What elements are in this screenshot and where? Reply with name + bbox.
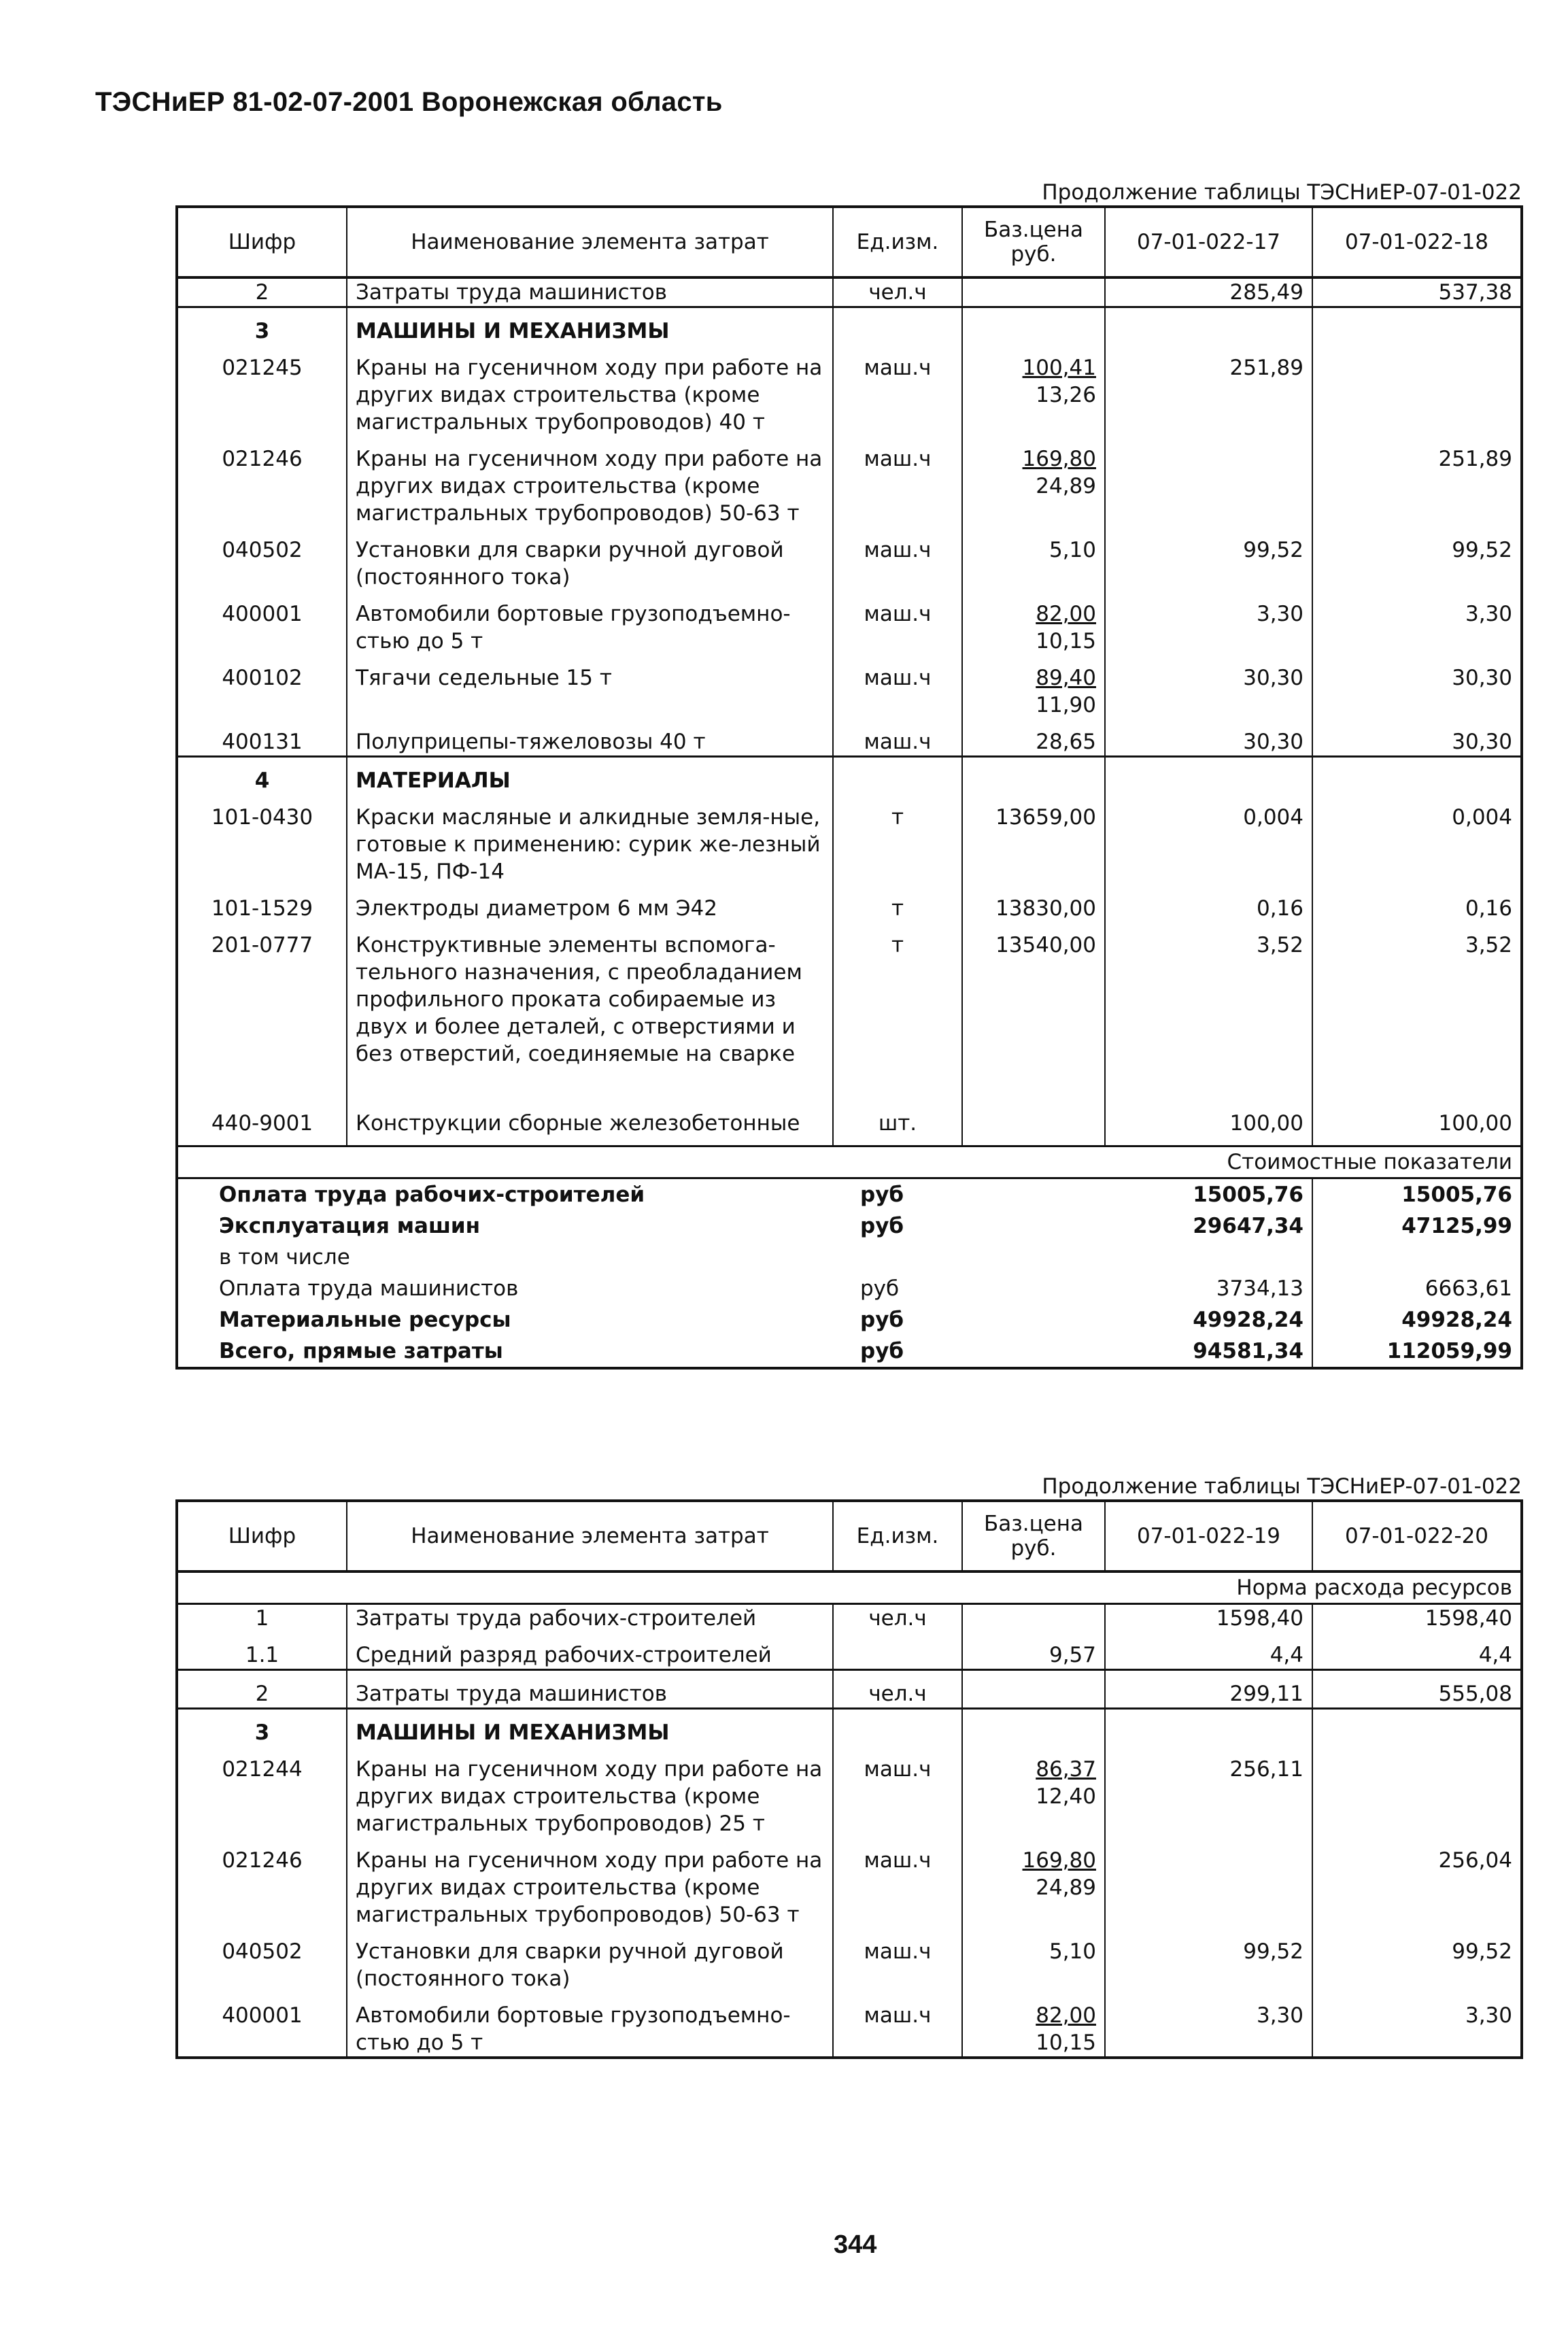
summary-empty xyxy=(962,1210,1105,1242)
row-norm-2: 3,30 xyxy=(1465,602,1512,626)
row-code: 2 xyxy=(177,277,347,307)
row-price xyxy=(962,794,1105,885)
table-row xyxy=(177,307,1522,345)
row-norm-1: 285,49 xyxy=(1105,277,1312,307)
row-unit: чел.ч xyxy=(833,277,962,307)
row-unit xyxy=(833,307,962,345)
base-price-wages: 11,90 xyxy=(1036,693,1096,717)
summary-label: Материальные ресурсы xyxy=(219,1308,511,1332)
summary-value-1: 15005,76 xyxy=(1105,1178,1312,1211)
row-name: Полуприцепы-тяжеловозы 40 т xyxy=(347,719,833,757)
summary-label: Оплата труда машинистов xyxy=(219,1276,519,1301)
resource-table-2 xyxy=(175,1499,1523,2059)
base-price: 9,57 xyxy=(1049,1643,1096,1667)
summary-label: Эксплуатация машин xyxy=(219,1214,481,1238)
row-norm-1: 3,30 xyxy=(1105,1992,1312,2058)
row-price xyxy=(962,655,1105,719)
row-norm-2: 4,4 xyxy=(1478,1643,1512,1667)
row-price xyxy=(962,1992,1105,2058)
base-price: 13830,00 xyxy=(995,896,1096,921)
summary-empty xyxy=(962,1336,1105,1368)
base-price: 100,41 xyxy=(1022,356,1096,380)
row-name: Затраты труда машинистов xyxy=(347,277,833,307)
row-norm-2: 256,04 xyxy=(1438,1848,1512,1873)
document-title: ТЭСНиЕР 81-02-07-2001 Воронежская область xyxy=(95,87,723,117)
table-row xyxy=(177,345,1522,436)
table-row xyxy=(177,655,1522,719)
row-code: 201-0777 xyxy=(177,922,347,1076)
col-header-norm-2: 07-01-022-18 xyxy=(1312,207,1522,277)
norm-title-row xyxy=(177,1571,1522,1604)
row-norm-2 xyxy=(1312,1709,1522,1747)
base-price-wages: 24,89 xyxy=(1036,474,1096,498)
row-norm-2: 555,08 xyxy=(1312,1670,1522,1709)
row-unit: чел.ч xyxy=(833,1670,962,1709)
base-price-wages: 10,15 xyxy=(1036,629,1096,653)
norm-title: Норма расхода ресурсов xyxy=(177,1571,1522,1604)
row-norm-1: 99,52 xyxy=(1105,1928,1312,1992)
row-price xyxy=(962,436,1105,527)
row-norm-1 xyxy=(1105,1837,1312,1928)
base-price: 82,00 xyxy=(1036,2003,1096,2028)
row-unit: маш.ч xyxy=(833,345,962,436)
row-norm-2: 99,52 xyxy=(1452,1939,1512,1964)
col-header-name: Наименование элемента затрат xyxy=(347,207,833,277)
table2-caption: Продолжение таблицы ТЭСНиЕР-07-01-022 xyxy=(1042,1474,1522,1499)
col-header-unit: Ед.изм. xyxy=(833,207,962,277)
summary-value-2: 112059,99 xyxy=(1386,1339,1512,1363)
summary-label: в том числе xyxy=(219,1245,350,1270)
row-name: Средний разряд рабочих-строителей xyxy=(347,1632,833,1670)
row-norm-2 xyxy=(1312,345,1522,436)
summary-label: Всего, прямые затраты xyxy=(219,1339,503,1363)
row-norm-2: 30,30 xyxy=(1452,666,1512,690)
base-price: 169,80 xyxy=(1022,447,1096,471)
row-price xyxy=(962,719,1105,757)
row-norm-2: 1598,40 xyxy=(1425,1606,1512,1631)
table1-caption: Продолжение таблицы ТЭСНиЕР-07-01-022 xyxy=(1042,180,1522,205)
row-norm-1: 30,30 xyxy=(1105,719,1312,757)
base-price: 89,40 xyxy=(1036,666,1096,690)
row-price xyxy=(962,1604,1105,1633)
summary-row xyxy=(177,1336,1522,1368)
cost-title-row xyxy=(177,1146,1522,1178)
row-code: 3 xyxy=(177,1709,347,1747)
col-header-price: Баз.цена руб. xyxy=(962,207,1105,277)
row-unit: т xyxy=(833,885,962,922)
summary-unit: руб xyxy=(860,1276,900,1301)
row-name: Конструктивные элементы вспомога-тельного назначения, с преобладанием профильного проката собираемые из двух и более деталей, с отверстиями и без отверстий, соединяемые на сварке xyxy=(347,922,833,1076)
cost-indicators-title: Стоимостные показатели xyxy=(177,1146,1522,1178)
row-price xyxy=(962,1632,1105,1670)
row-name: Установки для сварки ручной дуговой (постоянного тока) xyxy=(347,1928,833,1992)
row-name: Краны на гусеничном ходу при работе на других видах строительства (кроме магистральных трубопроводов) 40 т xyxy=(347,345,833,436)
table-row xyxy=(177,757,1522,795)
row-unit: шт. xyxy=(833,1076,962,1146)
row-code: 440-9001 xyxy=(177,1076,347,1146)
row-price xyxy=(962,922,1105,1076)
summary-unit: руб xyxy=(860,1339,904,1363)
row-code: 040502 xyxy=(177,1928,347,1992)
row-norm-1: 1598,40 xyxy=(1105,1604,1312,1633)
base-price: 86,37 xyxy=(1036,1757,1096,1782)
row-price xyxy=(962,1928,1105,1992)
base-price-wages: 13,26 xyxy=(1036,383,1096,407)
col-header-name: Наименование элемента затрат xyxy=(347,1501,833,1571)
base-price: 28,65 xyxy=(1036,730,1096,754)
row-unit: маш.ч xyxy=(833,527,962,591)
row-norm-2 xyxy=(1312,307,1522,345)
summary-label: Оплата труда рабочих-строителей xyxy=(177,1178,833,1211)
table-row xyxy=(177,436,1522,527)
summary-empty xyxy=(962,1242,1105,1273)
col-header-unit: Ед.изм. xyxy=(833,1501,962,1571)
row-name: МАШИНЫ И МЕХАНИЗМЫ xyxy=(347,1709,833,1747)
summary-value-2: 15005,76 xyxy=(1312,1178,1522,1211)
row-norm-1: 3,52 xyxy=(1105,922,1312,1076)
col-header-norm-1: 07-01-022-17 xyxy=(1105,207,1312,277)
row-norm-1: 299,11 xyxy=(1105,1670,1312,1709)
table-row xyxy=(177,1992,1522,2058)
row-norm-1: 3,30 xyxy=(1105,591,1312,655)
row-norm-2: 3,52 xyxy=(1465,933,1512,957)
table-row xyxy=(177,591,1522,655)
table-row xyxy=(177,922,1522,1076)
row-unit xyxy=(833,757,962,795)
summary-unit: руб xyxy=(860,1308,904,1332)
row-norm-2: 100,00 xyxy=(1438,1111,1512,1136)
row-unit: маш.ч xyxy=(833,1928,962,1992)
summary-value-2 xyxy=(1312,1242,1522,1273)
row-code: 021246 xyxy=(177,436,347,527)
table-row xyxy=(177,1709,1522,1747)
table-row xyxy=(177,1076,1522,1146)
row-norm-1: 30,30 xyxy=(1105,655,1312,719)
row-price xyxy=(962,1076,1105,1146)
row-name: Тягачи седельные 15 т xyxy=(347,655,833,719)
page-number: 344 xyxy=(834,2230,877,2259)
row-price xyxy=(962,757,1105,795)
row-price xyxy=(962,1837,1105,1928)
table-row xyxy=(177,1837,1522,1928)
row-name: Краны на гусеничном ходу при работе на других видах строительства (кроме магистральных трубопроводов) 50-63 т xyxy=(347,1837,833,1928)
col-header-code: Шифр xyxy=(177,207,347,277)
row-price xyxy=(962,1746,1105,1837)
table-row xyxy=(177,527,1522,591)
row-unit xyxy=(833,1709,962,1747)
summary-empty xyxy=(962,1273,1105,1304)
row-norm-1 xyxy=(1105,757,1312,795)
row-unit: т xyxy=(833,922,962,1076)
table-row xyxy=(177,1604,1522,1633)
table-row xyxy=(177,794,1522,885)
row-price xyxy=(962,885,1105,922)
summary-value-1: 94581,34 xyxy=(1105,1336,1312,1368)
row-code: 021246 xyxy=(177,1837,347,1928)
summary-row xyxy=(177,1178,1522,1211)
row-name: МАТЕРИАЛЫ xyxy=(347,757,833,795)
base-price-wages: 12,40 xyxy=(1036,1784,1096,1809)
row-name: Электроды диаметром 6 мм Э42 xyxy=(347,885,833,922)
summary-unit: руб xyxy=(860,1214,904,1238)
row-name: Краны на гусеничном ходу при работе на других видах строительства (кроме магистральных трубопроводов) 50-63 т xyxy=(347,436,833,527)
row-unit: маш.ч xyxy=(833,1837,962,1928)
summary-unit xyxy=(833,1242,962,1273)
row-code: 021245 xyxy=(177,345,347,436)
table-row xyxy=(177,719,1522,757)
base-price-wages: 24,89 xyxy=(1036,1875,1096,1900)
base-price-wages: 10,15 xyxy=(1036,2030,1096,2055)
row-norm-1: 100,00 xyxy=(1105,1076,1312,1146)
summary-row xyxy=(177,1273,1522,1304)
summary-unit: руб xyxy=(833,1178,962,1211)
table2-header-row xyxy=(177,1501,1522,1571)
row-price xyxy=(962,345,1105,436)
row-unit: маш.ч xyxy=(833,1992,962,2058)
row-price xyxy=(962,307,1105,345)
table-row xyxy=(177,885,1522,922)
base-price: 82,00 xyxy=(1036,602,1096,626)
row-code: 4 xyxy=(177,757,347,795)
base-price: 13659,00 xyxy=(995,805,1096,830)
summary-empty xyxy=(962,1178,1105,1211)
row-name: Краны на гусеничном ходу при работе на других видах строительства (кроме магистральных трубопроводов) 25 т xyxy=(347,1746,833,1837)
row-code: 400001 xyxy=(177,591,347,655)
row-norm-1 xyxy=(1105,307,1312,345)
row-name: МАШИНЫ И МЕХАНИЗМЫ xyxy=(347,307,833,345)
row-norm-2: 99,52 xyxy=(1452,538,1512,562)
row-norm-1: 0,004 xyxy=(1105,794,1312,885)
table-row xyxy=(177,1746,1522,1837)
row-unit xyxy=(833,1632,962,1670)
row-code: 101-1529 xyxy=(177,885,347,922)
row-norm-1: 4,4 xyxy=(1105,1632,1312,1670)
row-code: 021244 xyxy=(177,1746,347,1837)
row-unit: маш.ч xyxy=(833,1746,962,1837)
row-name: Автомобили бортовые грузоподъемно-стью до 5 т xyxy=(347,591,833,655)
row-norm-1: 251,89 xyxy=(1105,345,1312,436)
col-header-code: Шифр xyxy=(177,1501,347,1571)
base-price: 5,10 xyxy=(1049,538,1096,562)
row-price xyxy=(962,277,1105,307)
row-price xyxy=(962,1670,1105,1709)
col-header-norm-2: 07-01-022-20 xyxy=(1312,1501,1522,1571)
row-norm-1: 99,52 xyxy=(1105,527,1312,591)
row-unit: маш.ч xyxy=(833,655,962,719)
row-unit: т xyxy=(833,794,962,885)
row-norm-2: 0,004 xyxy=(1452,805,1512,830)
row-norm-2: 251,89 xyxy=(1438,447,1512,471)
row-norm-2: 0,16 xyxy=(1465,896,1512,921)
row-norm-2: 30,30 xyxy=(1452,730,1512,754)
row-name: Установки для сварки ручной дуговой (постоянного тока) xyxy=(347,527,833,591)
summary-row xyxy=(177,1210,1522,1242)
col-header-price: Баз.цена руб. xyxy=(962,1501,1105,1571)
resource-table-1 xyxy=(175,205,1523,1370)
table-row xyxy=(177,1632,1522,1670)
row-unit: чел.ч xyxy=(833,1604,962,1633)
row-norm-2: 3,30 xyxy=(1465,2003,1512,2028)
row-code: 1.1 xyxy=(177,1632,347,1670)
summary-value-1: 29647,34 xyxy=(1105,1210,1312,1242)
row-price xyxy=(962,1709,1105,1747)
row-code: 3 xyxy=(177,307,347,345)
row-code: 101-0430 xyxy=(177,794,347,885)
row-norm-1: 256,11 xyxy=(1105,1746,1312,1837)
row-unit: маш.ч xyxy=(833,719,962,757)
summary-value-1 xyxy=(1105,1242,1312,1273)
row-name: Краски масляные и алкидные земля-ные, готовые к применению: сурик же-лезный МА-15, ПФ-14 xyxy=(347,794,833,885)
summary-value-1: 3734,13 xyxy=(1105,1273,1312,1304)
row-name: Автомобили бортовые грузоподъемно-стью до 5 т xyxy=(347,1992,833,2058)
base-price: 169,80 xyxy=(1022,1848,1096,1873)
summary-empty xyxy=(962,1304,1105,1336)
row-unit: маш.ч xyxy=(833,436,962,527)
row-name: Конструкции сборные железобетонные xyxy=(347,1076,833,1146)
row-price xyxy=(962,527,1105,591)
row-norm-2 xyxy=(1312,1746,1522,1837)
col-header-norm-1: 07-01-022-19 xyxy=(1105,1501,1312,1571)
row-code: 2 xyxy=(177,1670,347,1709)
base-price: 5,10 xyxy=(1049,1939,1096,1964)
table-row xyxy=(177,1928,1522,1992)
row-name: Затраты труда рабочих-строителей xyxy=(347,1604,833,1633)
table-row xyxy=(177,1670,1522,1709)
row-price xyxy=(962,591,1105,655)
table1-header-row xyxy=(177,207,1522,277)
row-norm-2: 537,38 xyxy=(1438,280,1512,305)
summary-value-2: 47125,99 xyxy=(1401,1214,1512,1238)
row-unit: маш.ч xyxy=(833,591,962,655)
row-norm-2 xyxy=(1312,757,1522,795)
summary-value-2: 49928,24 xyxy=(1401,1308,1512,1332)
base-price: 13540,00 xyxy=(995,933,1096,957)
row-code: 040502 xyxy=(177,527,347,591)
row-code: 1 xyxy=(177,1604,347,1633)
row-name: Затраты труда машинистов xyxy=(347,1670,833,1709)
summary-row xyxy=(177,1304,1522,1336)
row-code: 400102 xyxy=(177,655,347,719)
table-row xyxy=(177,277,1522,307)
summary-value-2: 6663,61 xyxy=(1425,1276,1512,1301)
row-code: 400001 xyxy=(177,1992,347,2058)
row-code: 400131 xyxy=(177,719,347,757)
row-norm-1 xyxy=(1105,1709,1312,1747)
summary-row xyxy=(177,1242,1522,1273)
summary-value-1: 49928,24 xyxy=(1105,1304,1312,1336)
row-norm-1: 0,16 xyxy=(1105,885,1312,922)
row-norm-1 xyxy=(1105,436,1312,527)
